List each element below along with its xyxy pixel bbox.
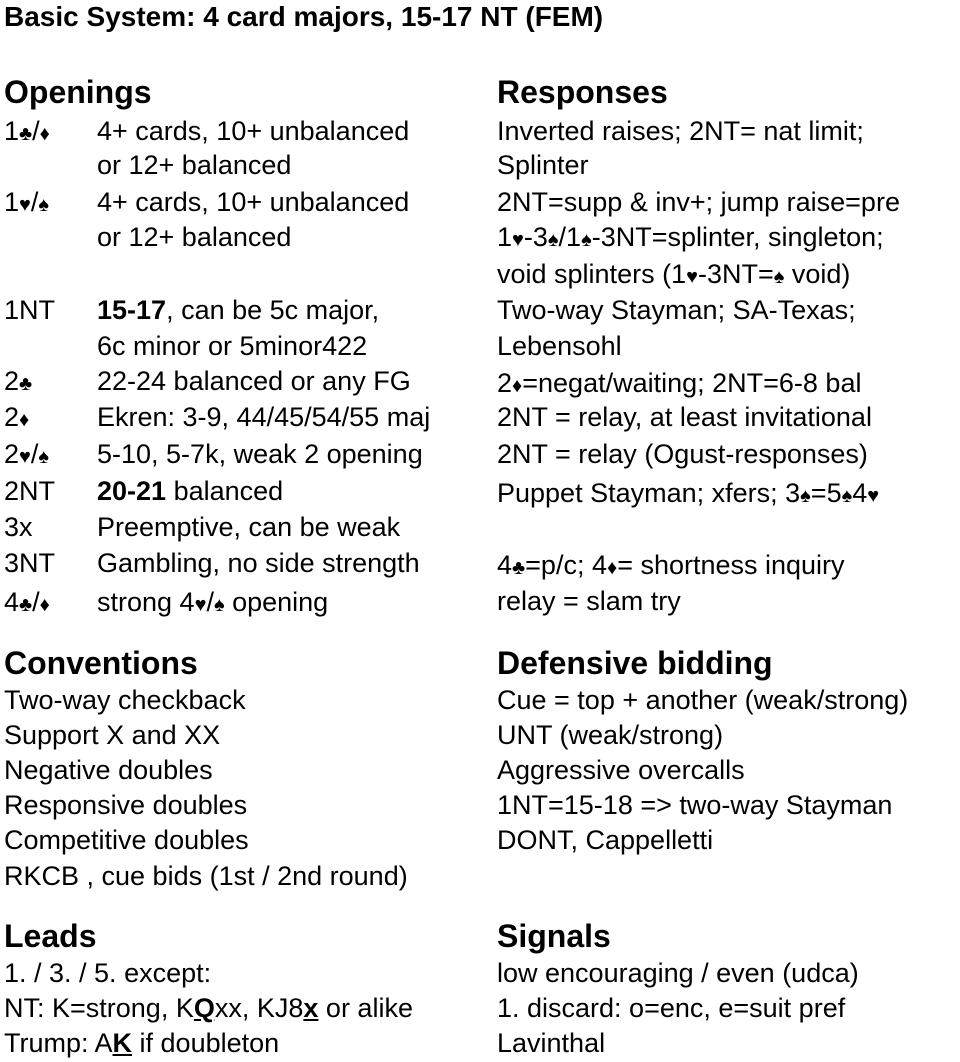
- diamond-icon: ♦: [606, 557, 618, 579]
- spade-icon: ♠: [841, 485, 853, 507]
- diamond-icon: ♦: [39, 123, 50, 145]
- opening-desc: or 12+ balanced: [97, 222, 292, 252]
- response-line: Puppet Stayman; xfers; 3♠=5♠4♥: [497, 478, 880, 508]
- convention-item: Support X and XX: [4, 720, 221, 750]
- openings-heading: Openings: [4, 74, 152, 110]
- heart-icon: ♥: [19, 446, 31, 468]
- convention-item: RKCB , cue bids (1st / 2nd round): [4, 861, 408, 891]
- opening-desc: 22-24 balanced or any FG: [97, 366, 411, 396]
- club-icon: ♣: [19, 594, 33, 616]
- spade-icon: ♠: [38, 446, 50, 468]
- opening-bid: 2NT: [4, 476, 56, 506]
- convention-item: Two-way checkback: [4, 685, 246, 715]
- signal-item: low encouraging / even (udca): [497, 958, 859, 988]
- response-line: Lebensohl: [497, 331, 622, 361]
- heart-icon: ♥: [686, 266, 698, 288]
- response-line: Inverted raises; 2NT= nat limit;: [497, 116, 864, 146]
- opening-desc: Gambling, no side strength: [97, 548, 420, 578]
- opening-bid: 2♥/♠: [4, 439, 50, 469]
- signals-heading: Signals: [497, 918, 611, 954]
- response-line: 1♥-3♠/1♠-3NT=splinter, singleton;: [497, 222, 884, 252]
- defensive-item: 1NT=15-18 => two-way Stayman: [497, 790, 893, 820]
- opening-bid: 3x: [4, 512, 33, 542]
- convention-item: Competitive doubles: [4, 825, 249, 855]
- opening-desc: 4+ cards, 10+ unbalanced: [97, 116, 410, 146]
- response-line: 2NT=supp & inv+; jump raise=pre: [497, 187, 900, 217]
- club-icon: ♣: [512, 557, 526, 579]
- response-line: 2♦=negat/waiting; 2NT=6-8 bal: [497, 368, 862, 398]
- heart-icon: ♥: [512, 229, 524, 251]
- lead-line: 1. / 3. / 5. except:: [4, 958, 212, 988]
- responses-heading: Responses: [497, 74, 668, 110]
- opening-bid: 3NT: [4, 548, 56, 578]
- opening-bid: 4♣/♦: [4, 587, 50, 617]
- response-line: void splinters (1♥-3NT=♠ void): [497, 259, 851, 289]
- response-line: Two-way Stayman; SA-Texas;: [497, 295, 856, 325]
- defensive-item: DONT, Cappelletti: [497, 825, 714, 855]
- signal-item: Lavinthal: [497, 1028, 606, 1058]
- diamond-icon: ♦: [19, 409, 30, 431]
- club-icon: ♣: [19, 373, 33, 395]
- opening-bid: 1NT: [4, 295, 56, 325]
- opening-bid: 1♣/♦: [4, 116, 50, 146]
- diamond-icon: ♦: [512, 375, 523, 397]
- page-title: Basic System: 4 card majors, 15-17 NT (FEM): [4, 1, 604, 32]
- response-line: 2NT = relay, at least invitational: [497, 402, 872, 432]
- lead-line: Trump: AK if doubleton: [4, 1028, 280, 1058]
- club-icon: ♣: [19, 123, 33, 145]
- opening-bid: 1♥/♠: [4, 187, 50, 217]
- opening-desc: strong 4♥/♠ opening: [97, 587, 329, 617]
- opening-desc: 20-21 balanced: [97, 476, 284, 506]
- diamond-icon: ♦: [39, 594, 50, 616]
- defensive-item: Aggressive overcalls: [497, 755, 745, 785]
- heart-icon: ♥: [19, 194, 31, 216]
- convention-item: Negative doubles: [4, 755, 213, 785]
- opening-bid: 2♦: [4, 402, 30, 432]
- defensive-item: UNT (weak/strong): [497, 720, 724, 750]
- opening-desc: 4+ cards, 10+ unbalanced: [97, 187, 410, 217]
- spade-icon: ♠: [581, 229, 592, 251]
- opening-desc: or 12+ balanced: [97, 150, 292, 180]
- signal-item: 1. discard: o=enc, e=suit pref: [497, 993, 846, 1023]
- response-line: 4♣=p/c; 4♦= shortness inquiry: [497, 550, 845, 580]
- opening-desc: Preemptive, can be weak: [97, 512, 401, 542]
- leads-heading: Leads: [4, 918, 97, 954]
- response-line: 2NT = relay (Ogust-responses): [497, 439, 868, 469]
- opening-desc: 6c minor or 5minor422: [97, 331, 368, 361]
- response-line: relay = slam try: [497, 586, 681, 616]
- opening-desc: Ekren: 3-9, 44/45/54/55 maj: [97, 402, 431, 432]
- defensive-item: Cue = top + another (weak/strong): [497, 685, 909, 715]
- convention-item: Responsive doubles: [4, 790, 248, 820]
- heart-icon: ♥: [867, 485, 880, 507]
- spade-icon: ♠: [38, 194, 50, 216]
- defensive-heading: Defensive bidding: [497, 645, 773, 681]
- response-line: Splinter: [497, 150, 589, 180]
- conventions-heading: Conventions: [4, 645, 198, 681]
- spade-icon: ♠: [773, 266, 785, 288]
- opening-desc: 15-17, can be 5c major,: [97, 295, 380, 325]
- spade-icon: ♠: [547, 229, 559, 251]
- opening-bid: 2♣: [4, 366, 33, 396]
- heart-icon: ♥: [194, 594, 207, 616]
- spade-icon: ♠: [213, 594, 225, 616]
- spade-icon: ♠: [800, 485, 811, 507]
- opening-desc: 5-10, 5-7k, weak 2 opening: [97, 439, 423, 469]
- lead-line: NT: K=strong, KQxx, KJ8x or alike: [4, 993, 413, 1023]
